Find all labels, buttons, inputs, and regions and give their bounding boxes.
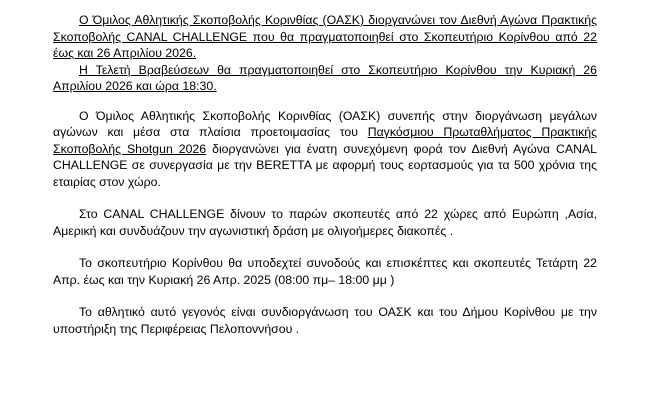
- paragraph-organizer: [53, 108, 597, 191]
- paragraph-visitors-text: Το σκοπευτήριο Κορίνθου θα υποδεχτεί συνοδούς και επισκέπτες και σκοπευτές Τετάρτη 22 Απρ. έως και την Κυριακή 26 Απρ. 2025 (08:00 πμ– 18:00 μμ ): [53, 256, 597, 287]
- intro-ceremony-text: Η Τελετή Βραβεύσεων θα πραγματοποιηθεί στο Σκοπευτήριο Κορίνθου την Κυριακή 26 Απριλίου 2026 και ώρα 18:30.: [53, 62, 597, 93]
- paragraph-participants: [53, 206, 597, 239]
- intro-event-dates: Ο Όμιλος Αθλητικής Σκοποβολής Κορινθίας (ΟΑΣΚ) διοργανώνει τον Διεθνή Αγώνα Πρακτικής Σκοποβολής CANAL CHALLENGE που θα πραγματοποιηθεί στο Σκοπευτήριο Κορίνθου από 22 έως και 26 Απριλίου 2026.: [53, 13, 597, 60]
- paragraph-co-organization-text: Το αθλητικό αυτό γεγονός είναι συνδιοργάνωση του ΟΑΣΚ και του Δήμου Κορίνθου με την υποστήριξη της Περιφέρειας Πελοποννήσου .: [53, 305, 597, 336]
- paragraph-co-organization: [53, 304, 597, 337]
- paragraph-organizer-start: Ο Όμιλος Αθλητικής Σκοποβολής Κορινθίας (ΟΑΣΚ) συνεπής στην διοργάνωση μεγάλων αγώνων και μέσα στα πλαίσια προετοιμασίας του: [53, 108, 597, 139]
- paragraph-participants-text: Στο CANAL CHALLENGE δίνουν το παρών σκοπευτές από 22 χώρες από Ευρώπη ,Ασία, Αμερική και συνδυάζουν την αγωνιστική δράση με ολιγοήμερες διακοπές .: [53, 207, 597, 238]
- paragraph-organizer-end: διοργανώνει για ένατη συνεχόμενη φορά τον Διεθνή Αγώνα CANAL CHALLENGE σε συνεργασία με την BERETTA με αφορμή τους εορτασμούς για τα 500 χρόνια της εταιρίας στον χώρο.: [53, 141, 597, 189]
- paragraph-visitors: [53, 255, 597, 288]
- world-championship-reference: Παγκόσμιου Πρωταθλήματος Πρακτικής Σκοποβολής Shotgun 2026: [53, 125, 597, 156]
- intro-ceremony: [53, 62, 597, 95]
- intro-announcement: [53, 12, 597, 62]
- document-page: [53, 12, 597, 337]
